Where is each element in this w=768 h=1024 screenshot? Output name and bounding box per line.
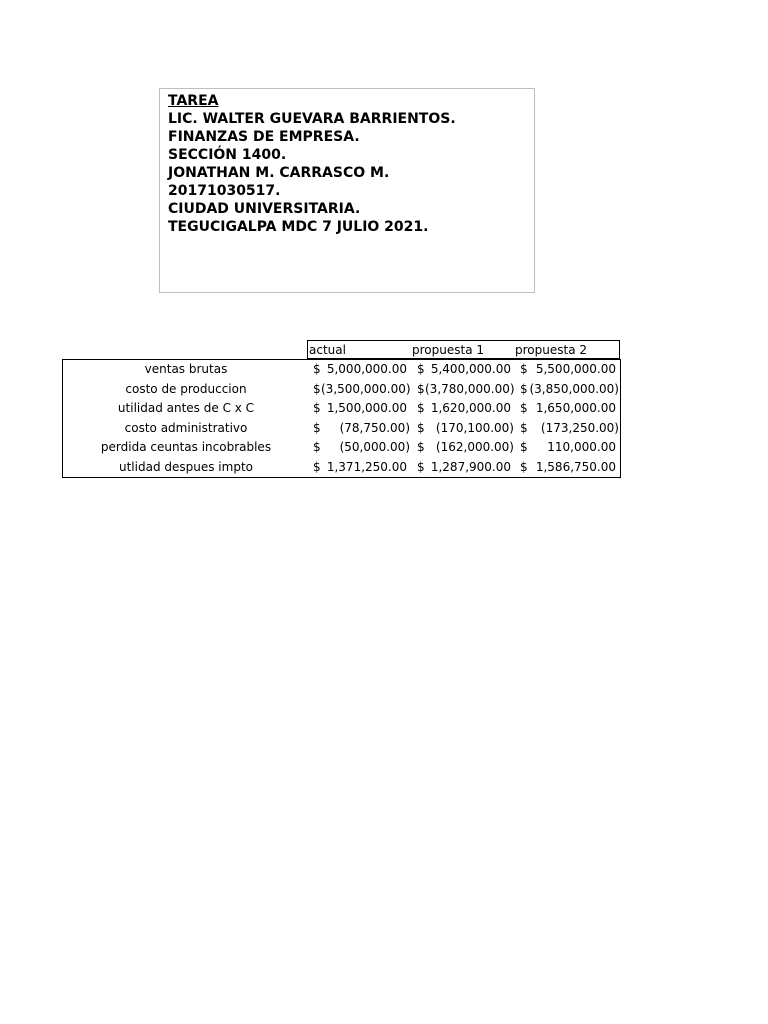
currency-symbol: $ [520,362,528,376]
header-textbox [159,88,535,293]
currency-symbol: $ [520,401,528,415]
currency-symbol: $ [313,459,321,474]
cell-actual: 5,000,000.00 [326,362,407,376]
cell-propuesta-1: (170,100.00) [435,420,514,435]
header-location: CIUDAD UNIVERSITARIA. [168,201,361,217]
column-header-propuesta-2: propuesta 2 [515,343,587,357]
currency-symbol: $ [417,420,425,435]
table-row [63,438,622,458]
header-course: FINANZAS DE EMPRESA. [168,129,360,145]
currency-symbol: $ [417,362,425,376]
cell-propuesta-2: (173,250.00) [540,420,619,435]
currency-symbol: $ [313,381,321,396]
column-header-propuesta-1: propuesta 1 [412,343,484,357]
column-header-row [307,340,620,359]
table-row [63,419,622,439]
header-instructor: LIC. WALTER GUEVARA BARRIENTOS. [168,111,456,127]
currency-symbol: $ [417,459,425,474]
cell-actual: (3,500,000.00) [321,381,411,396]
cell-propuesta-2: 5,500,000.00 [535,362,616,376]
currency-symbol: $ [313,401,321,415]
cell-propuesta-1: 5,400,000.00 [430,362,511,376]
row-label: utlidad despues impto [119,459,253,474]
header-date: TEGUCIGALPA MDC 7 JULIO 2021. [168,219,429,235]
table-row [63,360,622,380]
cell-actual: (50,000.00) [339,440,410,454]
currency-symbol: $ [520,459,528,474]
header-section: SECCIÓN 1400. [168,147,287,163]
currency-symbol: $ [417,401,425,415]
currency-symbol: $ [313,440,321,454]
cell-propuesta-2: (3,850,000.00) [529,381,619,396]
table-row [63,458,622,478]
cell-propuesta-1: (162,000.00) [435,440,514,454]
currency-symbol: $ [417,381,425,396]
cell-actual: 1,371,250.00 [326,459,407,474]
cell-propuesta-1: 1,287,900.00 [430,459,511,474]
row-label: perdida ceuntas incobrables [100,440,272,454]
cell-actual: 1,500,000.00 [326,401,407,415]
row-label: costo de produccion [125,381,247,396]
currency-symbol: $ [313,362,321,376]
table-row [63,399,622,419]
cell-propuesta-1: (3,780,000.00) [425,381,515,396]
cell-propuesta-2: 1,586,750.00 [535,459,616,474]
cell-propuesta-1: 1,620,000.00 [430,401,511,415]
financial-table [62,340,621,478]
row-label: ventas brutas [144,362,228,376]
row-label: utilidad antes de C x C [117,401,255,415]
currency-symbol: $ [520,440,528,454]
currency-symbol: $ [520,381,528,396]
currency-symbol: $ [520,420,528,435]
currency-symbol: $ [313,420,321,435]
table-row [63,380,622,400]
column-header-actual: actual [309,343,346,357]
cell-propuesta-2: 110,000.00 [547,440,616,454]
cell-propuesta-2: 1,650,000.00 [535,401,616,415]
currency-symbol: $ [417,440,425,454]
row-label: costo administrativo [124,420,248,435]
header-student-id: 20171030517. [168,183,281,199]
header-title: TAREA [168,93,219,109]
cell-actual: (78,750.00) [339,420,410,435]
table-body [62,359,621,478]
header-student: JONATHAN M. CARRASCO M. [168,165,390,181]
